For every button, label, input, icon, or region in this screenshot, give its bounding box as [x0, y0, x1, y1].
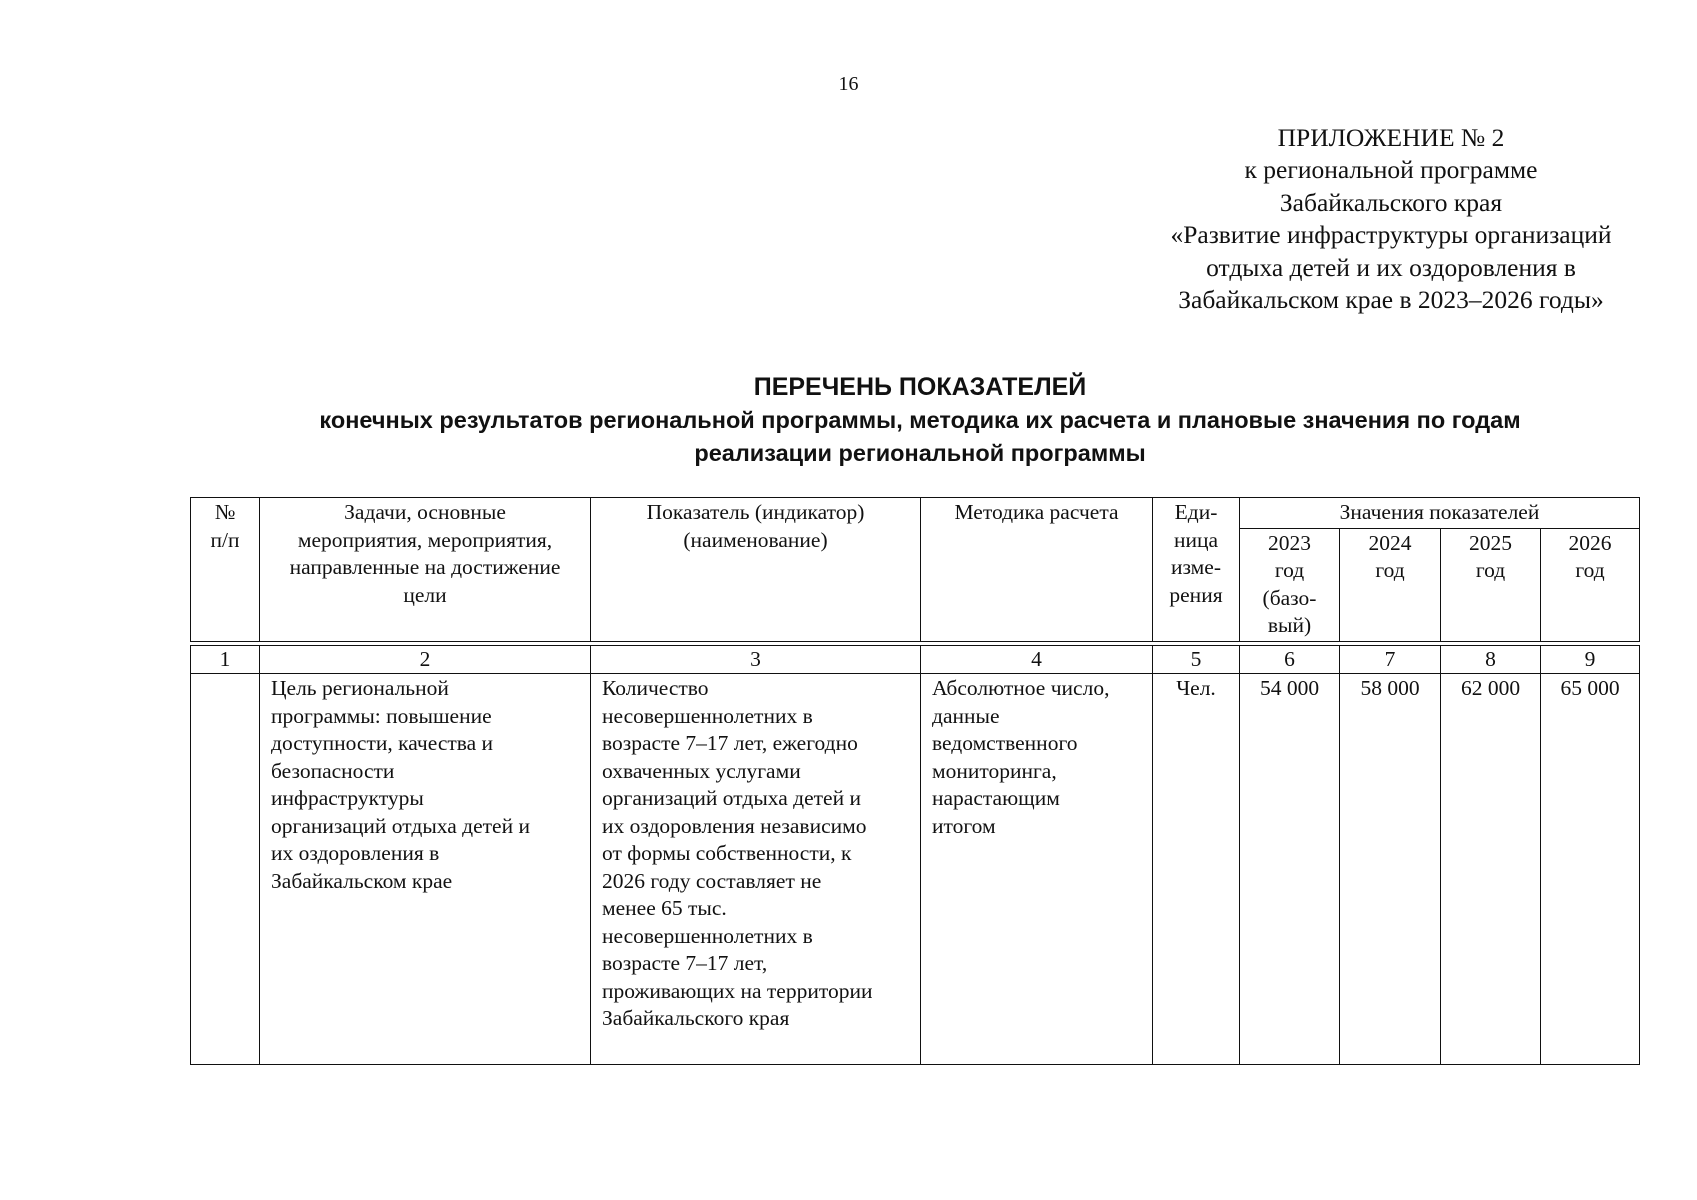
column-number: 3 [591, 645, 921, 674]
row-method: Абсолютное число, данные ведомственного мониторинга, нарастающим итогом [921, 674, 1153, 1065]
column-number: 9 [1541, 645, 1640, 674]
column-number: 1 [191, 645, 260, 674]
appendix-line: отдыха детей и их оздоровления в [1206, 252, 1576, 282]
row-unit: Чел. [1153, 674, 1240, 1065]
document-title [190, 370, 1650, 470]
column-number: 7 [1340, 645, 1441, 674]
header-year-2025: 2025 год [1441, 528, 1541, 641]
appendix-line: к региональной программе [1244, 155, 1538, 185]
column-number: 5 [1153, 645, 1240, 674]
appendix-line: «Развитие инфраструктуры организаций [1170, 220, 1612, 250]
column-numbers-row [191, 645, 1640, 674]
column-number: 8 [1441, 645, 1541, 674]
title-line: ПЕРЕЧЕНЬ ПОКАЗАТЕЛЕЙ [753, 373, 1087, 401]
header-year-2026: 2026 год [1541, 528, 1640, 641]
row-value-2023: 54 000 [1240, 674, 1340, 1065]
appendix-line: Забайкальского края [1279, 187, 1503, 217]
header-number: № п/п [191, 498, 260, 642]
row-number [191, 674, 260, 1065]
row-value-2024: 58 000 [1340, 674, 1441, 1065]
header-year-2024: 2024 год [1340, 528, 1441, 641]
header-unit: Еди- ница изме- рения [1153, 498, 1240, 642]
subtitle-line: конечных результатов региональной программы, методика их расчета и плановые значения по годам [319, 407, 1521, 433]
column-number: 6 [1240, 645, 1340, 674]
header-year-2023: 2023 год (базо- вый) [1240, 528, 1340, 641]
header-tasks: Задачи, основные мероприятия, мероприятия, направленные на достижение цели [260, 498, 591, 642]
header-row [191, 498, 1640, 529]
column-number: 4 [921, 645, 1153, 674]
indicators-table [190, 497, 1640, 1065]
row-value-2025: 62 000 [1441, 674, 1541, 1065]
header-values-group: Значения показателей [1240, 498, 1640, 529]
table-row [191, 674, 1640, 1065]
header-method: Методика расчета [921, 498, 1153, 642]
row-task: Цель региональной программы: повышение доступности, качества и безопасности инфраструктуры организаций отдыха детей и их оздоровления в Забайкальском крае [260, 674, 591, 1065]
row-value-2026: 65 000 [1541, 674, 1640, 1065]
appendix-line: ПРИЛОЖЕНИЕ № 2 [1277, 123, 1505, 152]
header-indicator: Показатель (индикатор) (наименование) [591, 498, 921, 642]
appendix-line: Забайкальском крае в 2023–2026 годы» [1178, 285, 1604, 315]
row-indicator: Количество несовершеннолетних в возрасте 7–17 лет, ежегодно охваченных услугами организаций отдыха детей и их оздоровления независимо от формы собственности, к 2026 году составляет не менее 65 тыс. несовершеннолетних в возрасте 7–17 лет, проживающих на территории Забайкальского края [591, 674, 921, 1065]
page-number: 16 [838, 73, 859, 95]
appendix-block [1120, 122, 1662, 316]
subtitle-line: реализации региональной программы [694, 440, 1146, 466]
column-number: 2 [260, 645, 591, 674]
